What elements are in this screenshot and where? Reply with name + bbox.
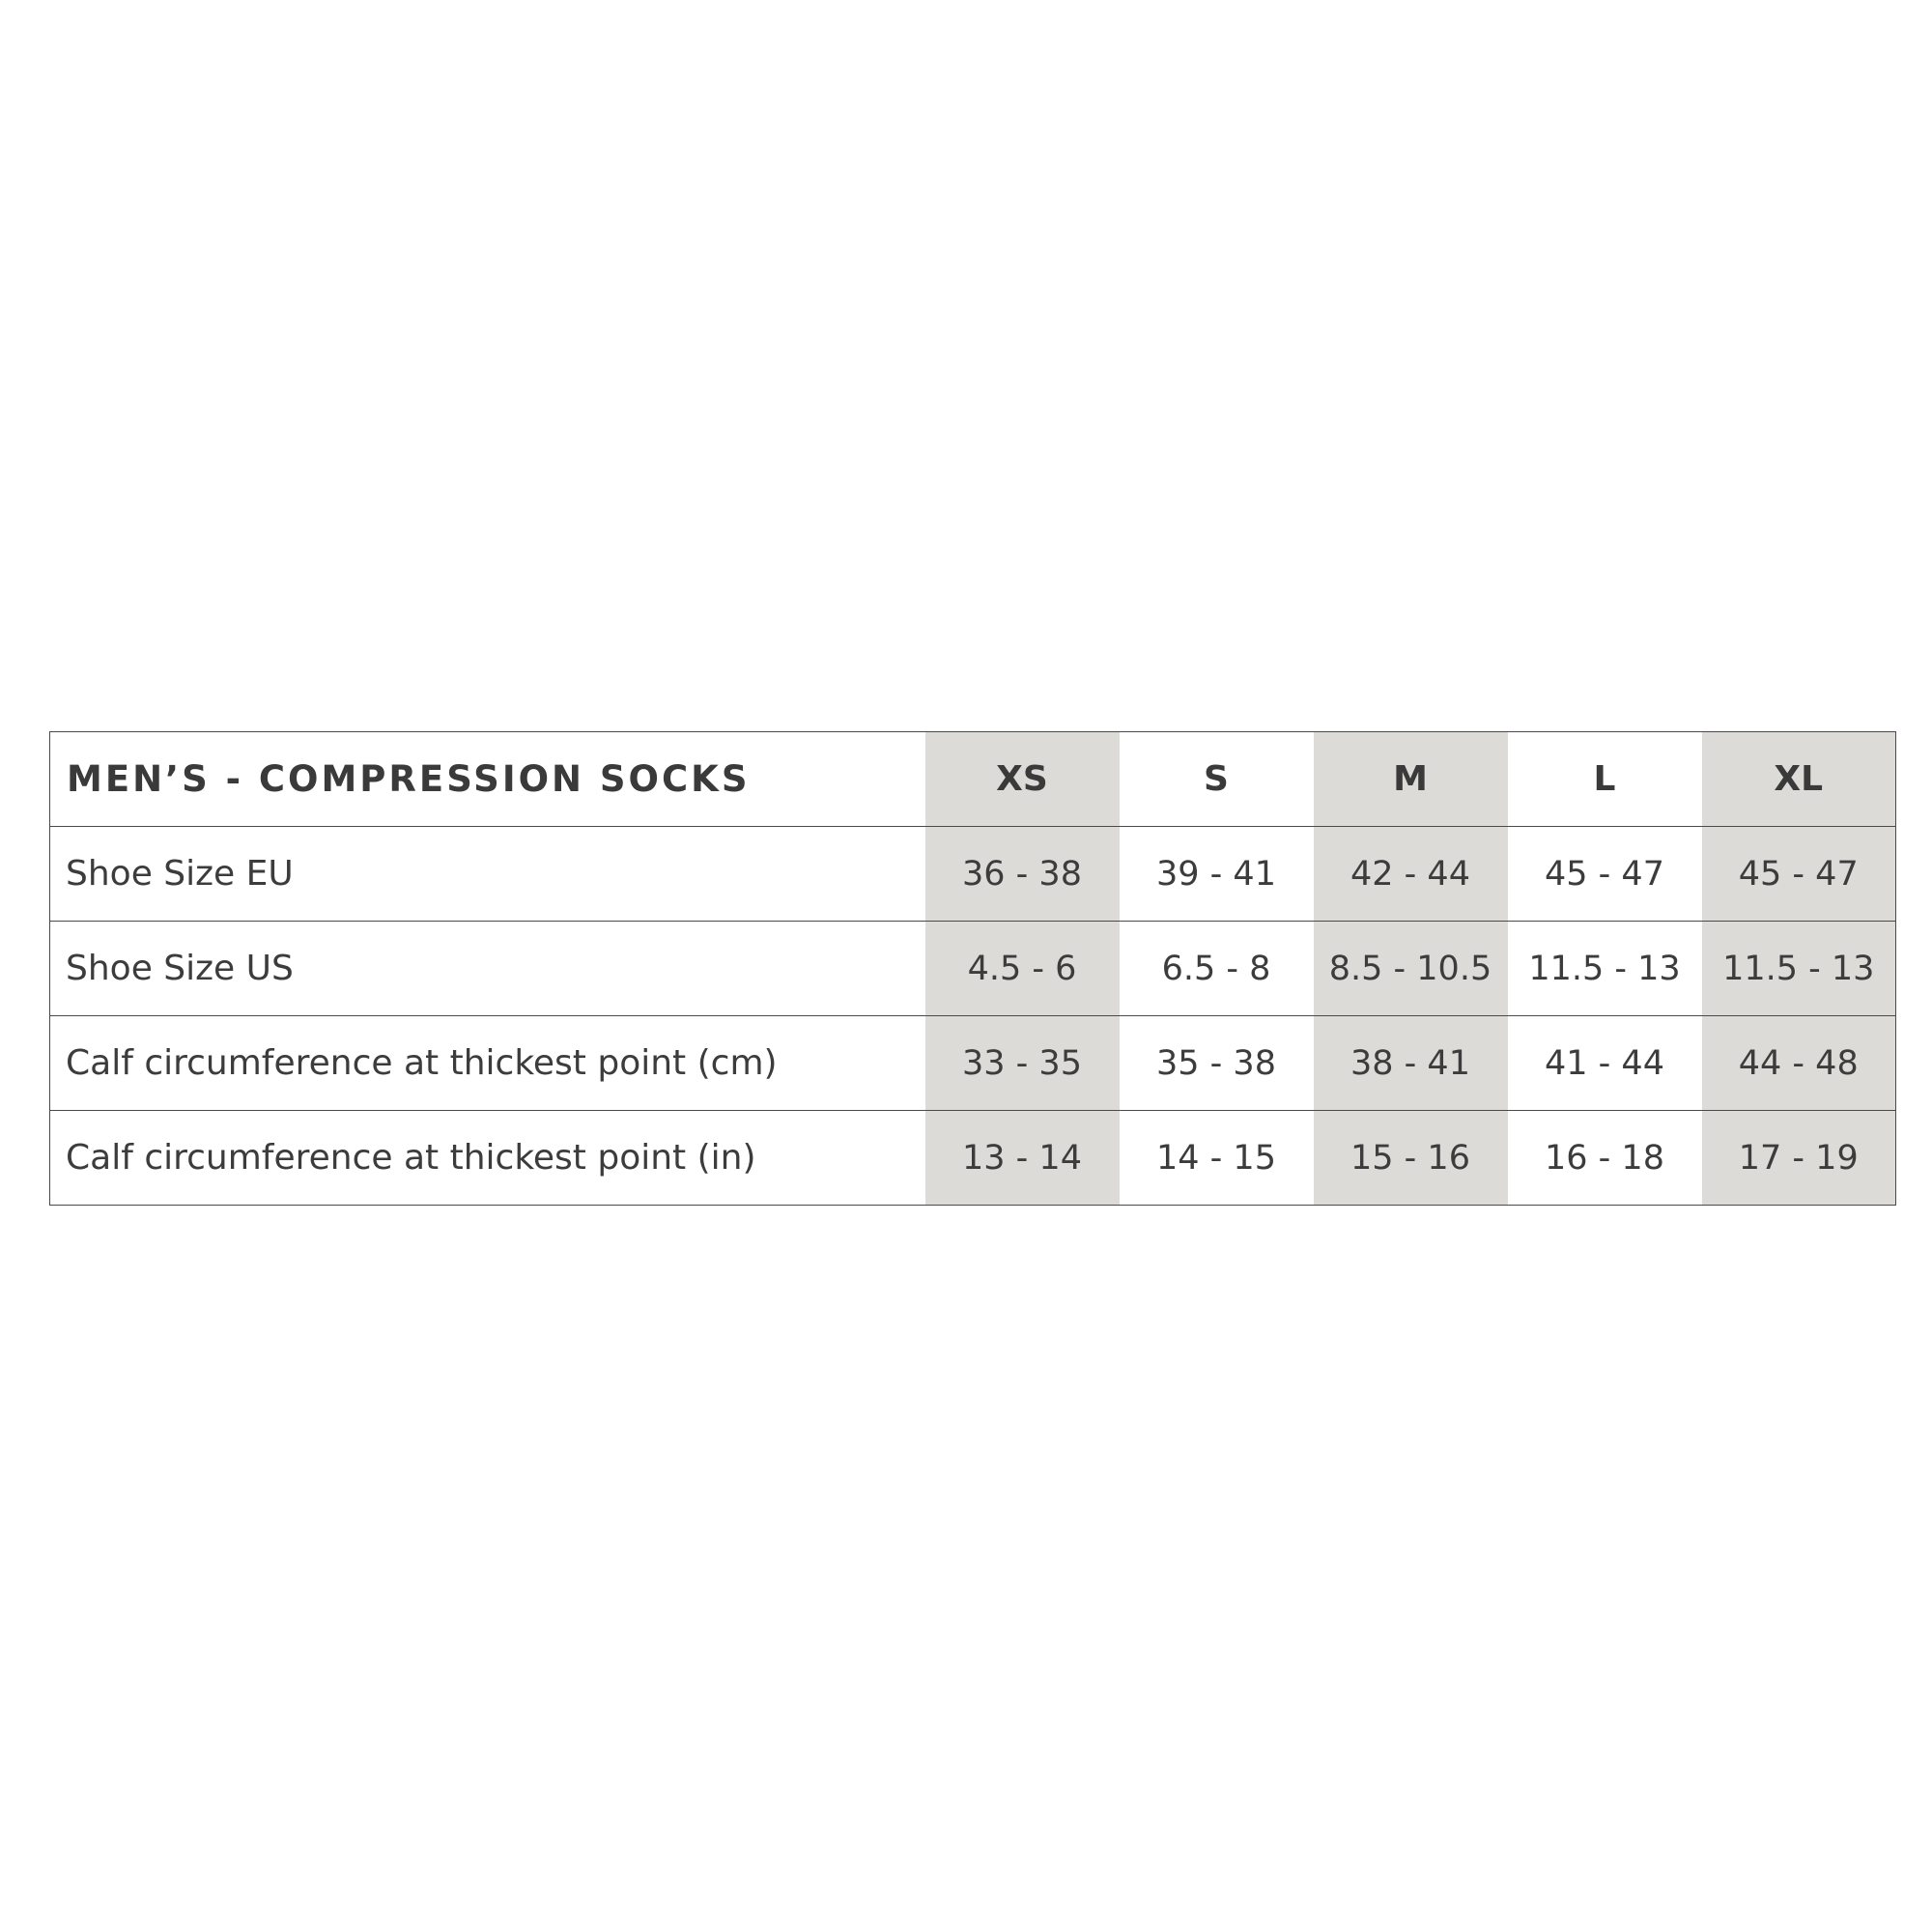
table-cell: 42 - 44 (1314, 827, 1508, 922)
table-cell: 33 - 35 (925, 1016, 1120, 1111)
table-cell: 15 - 16 (1314, 1111, 1508, 1206)
table-cell: 39 - 41 (1120, 827, 1314, 922)
size-header-m: M (1314, 732, 1508, 827)
table-cell: 44 - 48 (1702, 1016, 1896, 1111)
size-header-xs: XS (925, 732, 1120, 827)
table-cell: 14 - 15 (1120, 1111, 1314, 1206)
table-cell: 36 - 38 (925, 827, 1120, 922)
header-row (50, 732, 1896, 827)
table-cell: 11.5 - 13 (1508, 922, 1702, 1016)
table-cell: 13 - 14 (925, 1111, 1120, 1206)
table-cell: 11.5 - 13 (1702, 922, 1896, 1016)
table-cell: 38 - 41 (1314, 1016, 1508, 1111)
size-chart-table (49, 731, 1896, 1206)
row-label-calf-in: Calf circumference at thickest point (in) (50, 1111, 925, 1206)
row-label-shoe-size-eu: Shoe Size EU (50, 827, 925, 922)
table-cell: 4.5 - 6 (925, 922, 1120, 1016)
size-header-s: S (1204, 759, 1229, 799)
table-row (50, 1111, 1896, 1206)
table-cell: 35 - 38 (1120, 1016, 1314, 1111)
table-cell: 45 - 47 (1702, 827, 1896, 922)
table-title: MEN’S - COMPRESSION SOCKS (67, 758, 751, 800)
row-label-calf-cm: Calf circumference at thickest point (cm) (50, 1016, 925, 1111)
size-header-l: L (1593, 759, 1616, 799)
table-cell: 17 - 19 (1702, 1111, 1896, 1206)
table-row (50, 922, 1896, 1016)
table-cell: 8.5 - 10.5 (1314, 922, 1508, 1016)
table-cell: 16 - 18 (1508, 1111, 1702, 1206)
size-header-xl: XL (1702, 732, 1896, 827)
table-cell: 45 - 47 (1508, 827, 1702, 922)
table-row (50, 827, 1896, 922)
row-label-shoe-size-us: Shoe Size US (50, 922, 925, 1016)
table-row (50, 1016, 1896, 1111)
table-cell: 41 - 44 (1508, 1016, 1702, 1111)
table-cell: 6.5 - 8 (1120, 922, 1314, 1016)
